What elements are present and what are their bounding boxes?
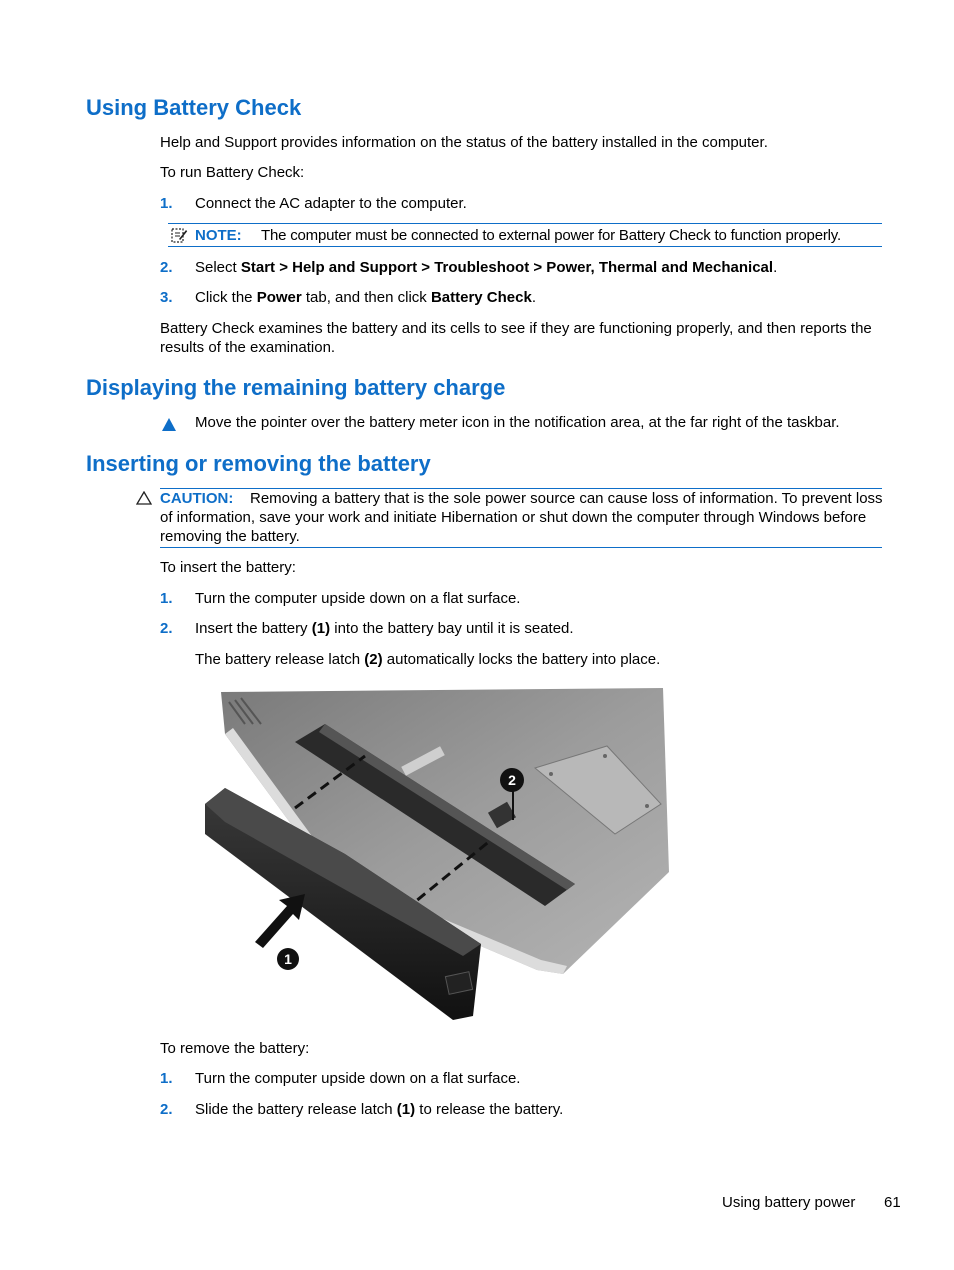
triangle-bullet-icon — [162, 417, 176, 436]
step-number: 3. — [160, 289, 173, 306]
note-icon — [170, 226, 188, 244]
note-text: The computer must be connected to external power for Battery Check to function properly. — [261, 227, 841, 244]
step-number: 2. — [160, 1101, 173, 1118]
remaining-charge-text: Move the pointer over the battery meter icon in the notification area, at the far right of the taskbar. — [195, 414, 840, 431]
note-label: NOTE: — [195, 227, 242, 244]
caution-icon — [136, 491, 152, 510]
footer-section: Using battery power — [722, 1194, 856, 1211]
caution-bottom-rule — [160, 547, 882, 548]
step-number: 2. — [160, 259, 173, 276]
heading-remaining-charge: Displaying the remaining battery charge — [86, 375, 506, 400]
callout-1: 1 — [277, 948, 299, 970]
step-number: 1. — [160, 590, 173, 607]
footer-page-number: 61 — [884, 1194, 901, 1211]
heading-battery-check: Using Battery Check — [86, 95, 302, 120]
note-top-rule — [168, 223, 882, 224]
latch-note: The battery release latch (2) automatically locks the battery into place. — [195, 651, 661, 668]
step-number: 1. — [160, 195, 173, 212]
battery-illustration — [195, 684, 675, 1024]
step-number: 1. — [160, 1070, 173, 1087]
insert-lead: To insert the battery: — [160, 559, 296, 576]
battery-check-lead: To run Battery Check: — [160, 164, 305, 181]
note-bottom-rule — [168, 246, 882, 247]
step-number: 2. — [160, 620, 173, 637]
step-text: Click the Power tab, and then click Battery Check. — [195, 289, 537, 306]
step-text: Connect the AC adapter to the computer. — [195, 195, 467, 212]
step-text: Turn the computer upside down on a flat surface. — [195, 590, 521, 607]
battery-check-summary: Battery Check examines the battery and its cells to see if they are functioning properly, and then reports the results of the examination. — [160, 320, 872, 356]
battery-check-intro: Help and Support provides information on the status of the battery installed in the computer. — [160, 134, 768, 151]
remove-lead: To remove the battery: — [160, 1040, 310, 1057]
step-text: Turn the computer upside down on a flat surface. — [195, 1070, 521, 1087]
step-text: Insert the battery (1) into the battery bay until it is seated. — [195, 620, 574, 637]
heading-insert-remove: Inserting or removing the battery — [86, 451, 431, 476]
step-text: Slide the battery release latch (1) to release the battery. — [195, 1101, 564, 1118]
step-text: Select Start > Help and Support > Troubleshoot > Power, Thermal and Mechanical. — [195, 259, 778, 276]
caution-text: CAUTION: Removing a battery that is the sole power source can cause loss of information. To prevent loss of information, save your work and initiate Hibernation or shut down the computer through Windows before removing the battery. — [160, 490, 883, 545]
callout-2: 2 — [500, 768, 524, 792]
